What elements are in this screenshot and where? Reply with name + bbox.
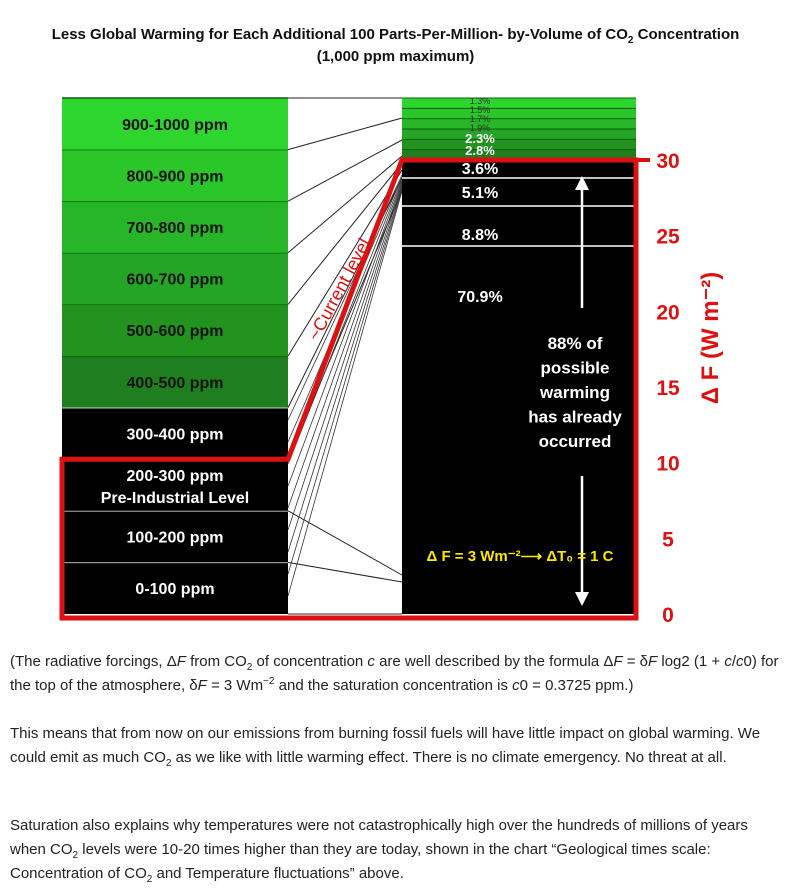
connector-line — [288, 183, 402, 508]
segment-label: 1.9% — [469, 123, 491, 133]
right-thin-band — [402, 98, 636, 108]
annotation-line: warming — [540, 383, 610, 402]
left-band-label: 800-900 ppm — [126, 168, 224, 186]
left-band-label: 300-400 ppm — [126, 426, 224, 444]
segment-label: 70.9% — [457, 289, 503, 306]
y-tick-label: 10 — [656, 452, 680, 476]
left-band-label: 0-100 ppm — [135, 581, 215, 599]
emissions-paragraph: This means that from now on our emissions from burning fossil fuels will have little impact on global warming. We could emit as much $CO_2$ as we like with little warming effect. There is no climate emergency. No threat at all. — [10, 725, 761, 769]
connector-line — [288, 118, 402, 150]
y-tick-label: 25 — [656, 225, 680, 249]
segment-label: 1.5% — [469, 105, 491, 115]
segment-label: 2.8% — [465, 143, 495, 158]
saturation-paragraph: Saturation also explains why temperatures were not catastrophically high over the hundreds of millions of years when $CO_2$ levels were 10-20 times higher than they are today, shown in the chart “Geological times scale: Concentration of $CO_2$ and Temperature fluctuations” above. — [10, 817, 748, 885]
connector-line — [288, 185, 402, 530]
segment-label: 5.1% — [461, 185, 499, 202]
connector-lines — [288, 98, 402, 614]
annotation-line: has already — [528, 407, 622, 427]
right-bar-column — [402, 96, 636, 614]
annotation-line: 88% of — [547, 334, 603, 353]
formula-paragraph: (The radiative forcings, ΔF from $CO_2$ of concentration c are well described by the formula ΔF = δF log2 (1 + c/c0) for the top of the atmosphere, δF = 3 $Wm^{-2}$ and the saturation concentration is c0 = 0.3725 ppm.) — [10, 653, 779, 694]
annotation-line: occurred — [538, 432, 612, 451]
left-band-label: 700-800 ppm — [126, 220, 224, 237]
pre-industrial-label: Pre-Industrial Level — [100, 490, 250, 507]
left-band-label: 600-700 ppm — [126, 271, 224, 289]
segment-label: 1.3% — [469, 96, 491, 106]
y-tick-label: 15 — [656, 377, 680, 400]
y-axis-label: Δ F (W m⁻²) — [697, 271, 724, 405]
left-bar-column — [62, 98, 288, 614]
right-thin-band — [402, 119, 636, 129]
connector-line — [288, 187, 402, 552]
right-thin-band — [402, 108, 636, 118]
title-line-2: (1,000 ppm maximum) — [316, 48, 475, 65]
left-band-label: 100-200 ppm — [126, 529, 224, 547]
left-band-label: 400-500 ppm — [126, 374, 224, 392]
title-line-1: Less Global Warming for Each Additional 100 Parts-Per-Million- by-Volume of $CO_2$ Concentration — [51, 26, 740, 46]
y-tick-label: 5 — [662, 528, 674, 552]
left-band-label: 200-300 ppm — [126, 468, 224, 485]
segment-label: 8.8% — [461, 227, 499, 244]
current-level-label: ~Current level — [303, 235, 375, 344]
y-tick-label: 0 — [662, 604, 674, 627]
left-band-label: 900-1000 ppm — [122, 116, 228, 134]
segment-label: 2.3% — [465, 131, 495, 146]
connector-line — [288, 191, 402, 596]
y-tick-label: 30 — [656, 150, 680, 173]
segment-label: 3.6% — [461, 161, 499, 178]
right-thin-band — [402, 139, 636, 149]
annotation-line: possible — [540, 358, 610, 378]
segment-label: 1.7% — [469, 114, 491, 124]
connector-line — [288, 189, 402, 574]
y-tick-label: 20 — [656, 301, 680, 325]
left-band-label: 500-600 ppm — [126, 323, 224, 341]
forcing-formula: Δ F = 3 Wm⁻²⟶ ΔT₀ = 1 C — [426, 548, 614, 565]
right-thin-band — [402, 129, 636, 139]
